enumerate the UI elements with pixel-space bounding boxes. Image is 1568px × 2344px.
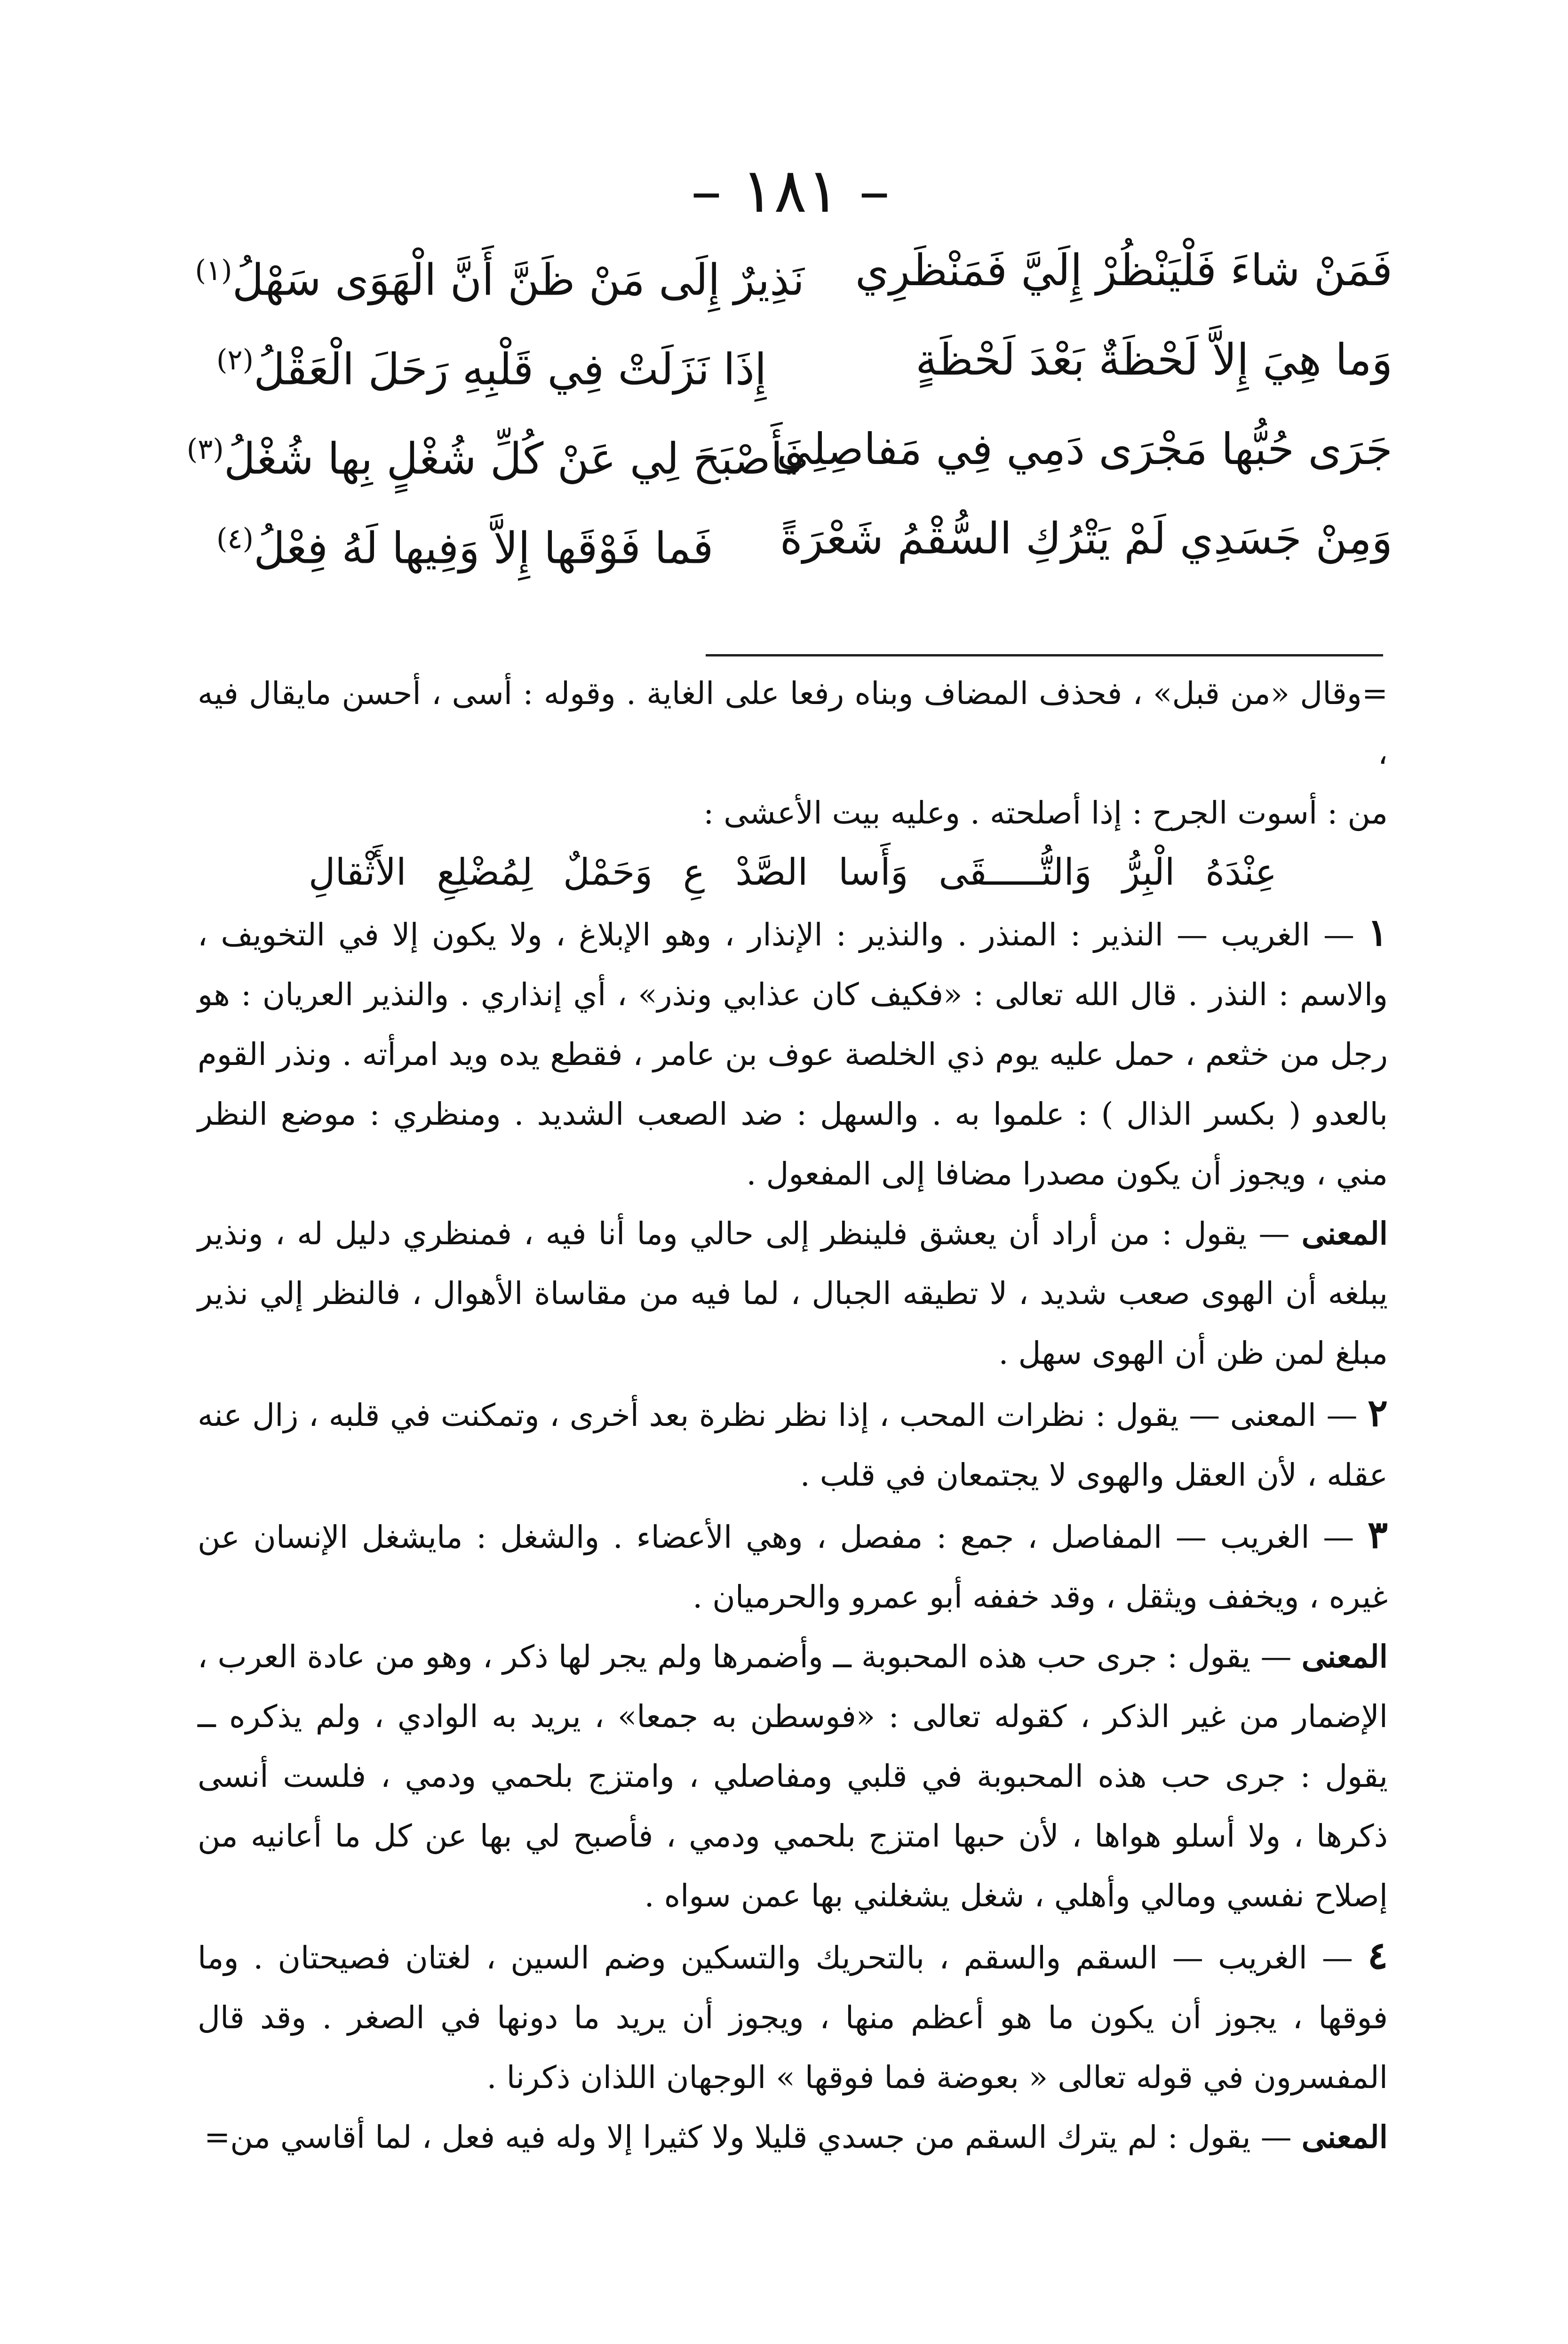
note-3-maana-text: — يقول : جرى حب هذه المحبوبة ــ وأضمرها ولم يجر لها ذكر ، وهو من عادة العرب ، الإضمار من غير الذكر ، كقوله تعالى : «فوسطن به جمعا» ، يريد به الوادي ، ولم يذكره ــ يقول : جرى حب هذه المحبوبة في قلبي ومفاصلي ، وامتزج بلحمي ودمي ، فلست أنسى ذكرها ، ولا أسلو هواها ، لأن حبها امتزج بلحمي ودمي ، فأصبح لي بها عن كل ما أعانيه من إصلاح نفسي ومالي وأهلي ، شغل يشغلني بها عمن سواه . [198,1639,1388,1914]
verse-1-second-text: نَذِيرٌ إِلَى مَنْ ظَنَّ أَنَّ الْهَوَى سَهْلُ [232,255,804,305]
note-2-number: ٢ [1368,1391,1388,1435]
verse-3-note-ref: (٣) [186,433,224,466]
verse-2 [216,315,1393,405]
verse-3-second-hemistich [186,405,804,504]
poem-verses [186,226,1393,631]
note-4-maana-label: المعنى [1301,2119,1388,2155]
page-number: – ١٨١ – [691,155,890,226]
asha-quoted-verse: عِنْدَهُ الْبِرُّ وَالتُّـــــقَى وَأَسا الصَّدْ عِ وَحَمْلٌ لِمُضْلِعِ الأَثْقالِ [308,851,1277,894]
verse-4 [216,494,1393,584]
note-1-maana [198,1204,1388,1383]
note-4-maana [198,2107,1388,2167]
verse-4-second-text: فَما فَوْقَها إِلاَّ وَفِيها لَهُ فِعْلُ [254,523,714,574]
verse-3-second-text: فَأَصْبَحَ لِي عَنْ كُلِّ شُغْلٍ بِها شُغْلُ [223,433,804,484]
verse-4-first-hemistich: وَمِنْ جَسَدِي لَمْ يَتْرُكِ السُّقْمُ شَعْرَةً [780,513,1393,564]
note-2-maana [198,1383,1388,1505]
verse-2-second-hemistich [216,315,804,415]
verse-2-note-ref: (٢) [216,344,254,376]
verse-3-first-hemistich: جَرَى حُبُّها مَجْرَى دَمِي فِي مَفاصِلِي [776,424,1393,474]
note-3-maana [198,1627,1388,1926]
note-3-gharib-text: — الغريب — المفاصل ، جمع : مفصل ، وهي الأعضاء . والشغل : مايشغل الإنسان عن غيره ، ويخفف ويثقل ، وقد خففه أبو عمرو والحرميان . [198,1519,1388,1615]
commentary [198,664,1388,2301]
note-3-number: ٣ [1368,1512,1388,1557]
verse-3 [186,405,1393,494]
note-4-number: ٤ [1368,1933,1388,1977]
intro-line-1: =وقال «من قبل» ، فحذف المضاف وبناه رفعا على الغاية . وقوله : أسى ، أحسن مايقال فيه ، [198,675,1388,771]
verse-1-first-hemistich: فَمَنْ شاءَ فَلْيَنْظُرْ إِلَيَّ فَمَنْظَرِي [855,245,1393,296]
intro-line-2: من : أسوت الجرح : إذا أصلحته . وعليه بيت الأعشى : [703,795,1388,831]
verse-1 [195,226,1393,315]
note-1-number: ١ [1368,910,1388,954]
note-4-maana-text: — يقول : لم يترك السقم من جسدي قليلا ولا كثيرا إلا وله فيه فعل ، لما أقاسي من= [204,2119,1292,2155]
note-3-gharib [198,1505,1388,1627]
verse-2-first-hemistich: وَما هِيَ إِلاَّ لَحْظَةٌ بَعْدَ لَحْظَةٍ [915,335,1393,385]
note-2-maana-text: — المعنى — يقول : نظرات المحب ، إذا نظر نظرة بعد أخرى ، وتمكنت في قلبه ، زال عنه عقله ، لأن العقل والهوى لا يجتمعان في قلب . [198,1397,1388,1493]
note-1-gharib-text: — الغريب — النذير : المنذر . والنذير : الإنذار ، وهو الإبلاغ ، ولا يكون إلا في التخويف ، والاسم : النذر . قال الله تعالى : «فكيف كان عذابي ونذر» ، أي إنذاري . والنذير العريان : هو رجل من خثعم ، حمل عليه يوم ذي الخلصة عوف بن عامر ، فقطع يده ويد امرأته . ونذر القوم بالعدو ( بكسر الذال ) : علموا به . والسهل : ضد الصعب الشديد . ومنظري : موضع النظر مني ، ويجوز أن يكون مصدرا مضافا إلى المفعول . [198,917,1388,1192]
note-1-gharib [198,903,1388,1204]
verse-1-note-ref: (١) [195,254,232,287]
note-1-maana-label: المعنى [1301,1215,1388,1252]
note-4-gharib [198,1926,1388,2107]
note-4-gharib-text: — الغريب — السقم والسقم ، بالتحريك والتسكين وضم السين ، لغتان فصيحتان . وما فوقها ، يجوز أن يكون ما هو أعظم منها ، ويجوز أن يريد ما دونها في الصغر . وقد قال المفسرون في قوله تعالى « بعوضة فما فوقها » الوجهان اللذان ذكرنا . [198,1940,1388,2096]
note-1-maana-text: — يقول : من أراد أن يعشق فلينظر إلى حالي وما أنا فيه ، فمنظري دليل له ، ونذير يبلغه أن الهوى صعب شديد ، لا تطيقه الجبال ، لما فيه من مقاساة الأهوال ، فالنظر إلي نذير مبلغ لمن ظن أن الهوى سهل . [198,1216,1388,1371]
footnote-separator [706,654,1383,656]
verse-4-second-hemistich [216,494,804,593]
verse-2-second-text: إِذَا نَزَلَتْ فِي قَلْبِهِ رَحَلَ الْعَقْلُ [254,344,767,395]
note-3-maana-label: المعنى [1301,1638,1388,1675]
verse-1-second-hemistich [195,226,804,325]
verse-4-note-ref: (٤) [216,522,254,555]
